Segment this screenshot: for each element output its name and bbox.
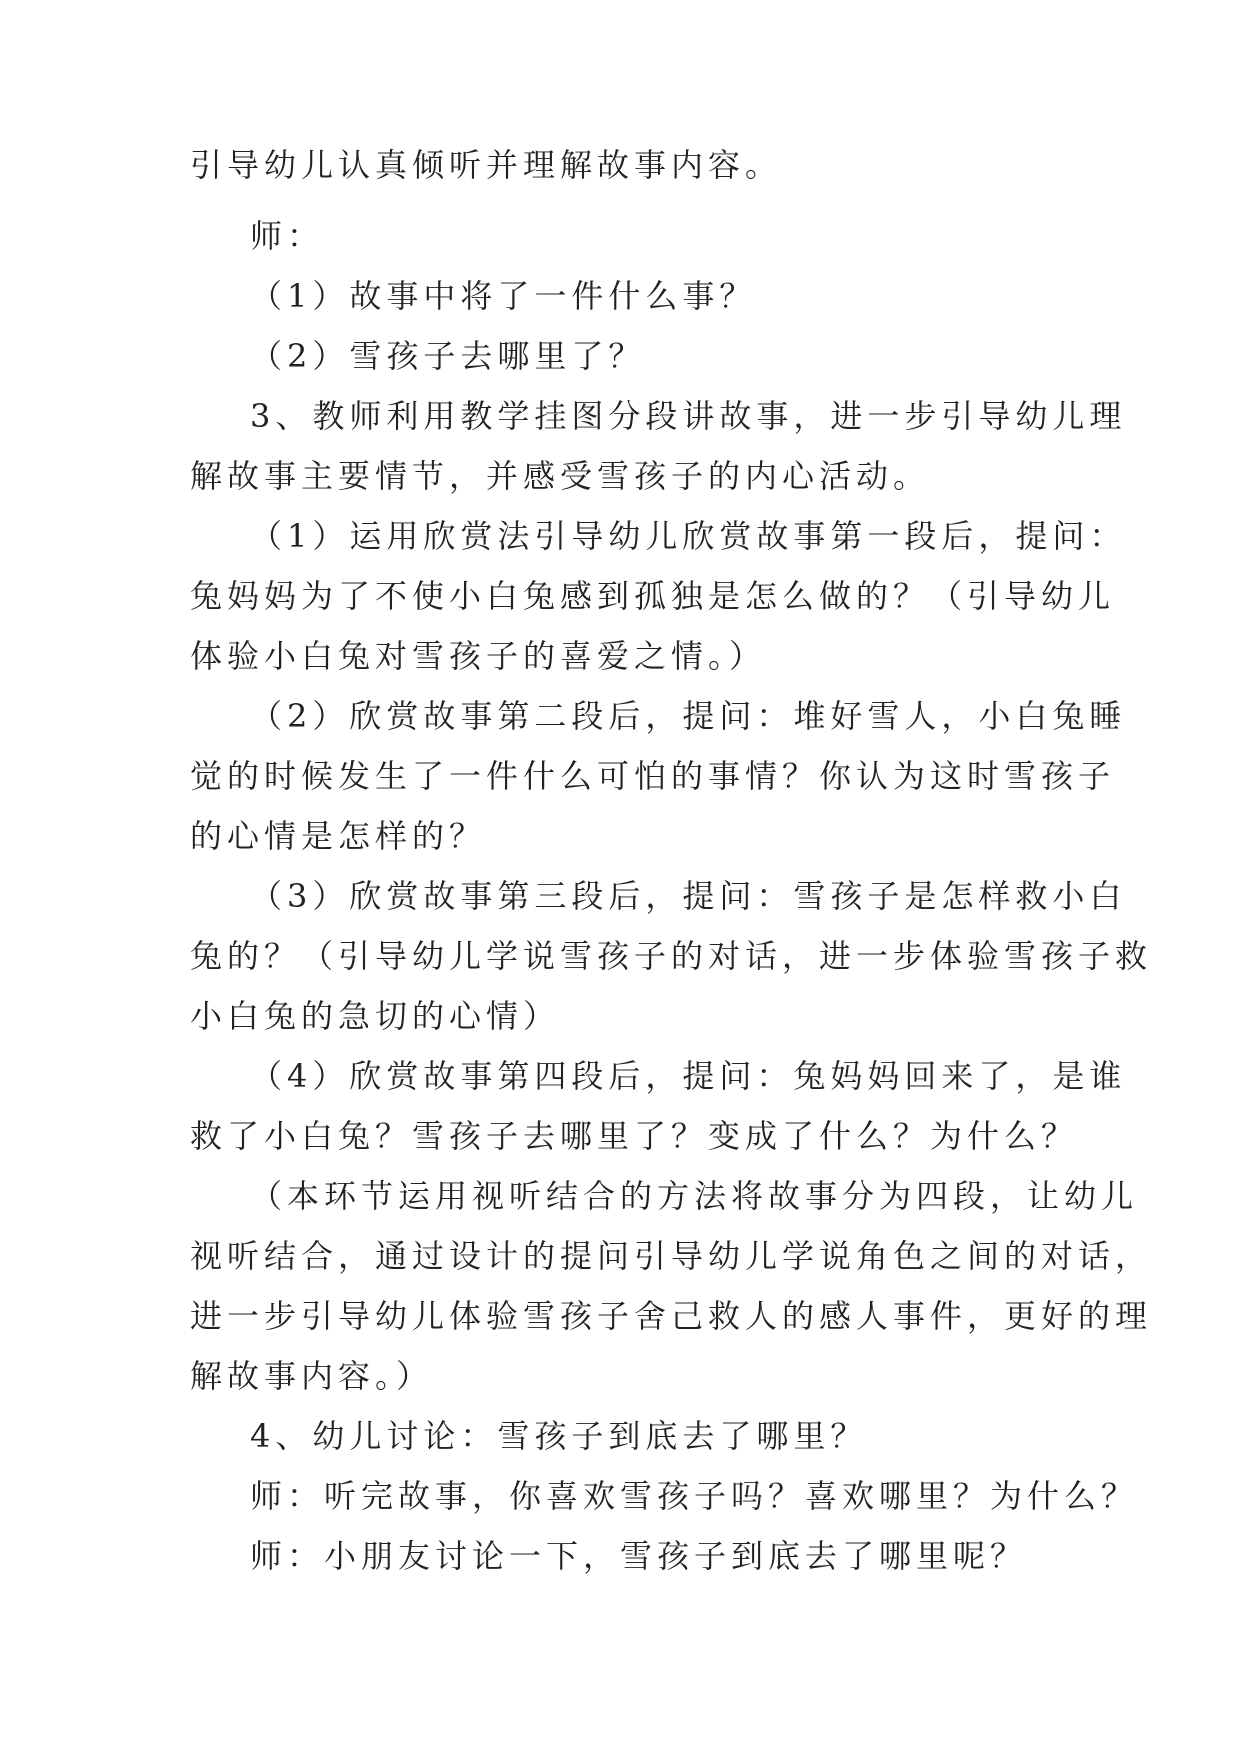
paragraph-line: 兔的？（引导幼儿学说雪孩子的对话，进一步体验雪孩子救 [190, 937, 1153, 975]
paragraph-line: 兔妈妈为了不使小白兔感到孤独是怎么做的？（引导幼儿 [190, 577, 1116, 615]
step-heading: 3、教师利用教学挂图分段讲故事，进一步引导幼儿理 [250, 397, 1127, 435]
note-line: 进一步引导幼儿体验雪孩子舍己救人的感人事件，更好的理 [190, 1297, 1153, 1335]
question-line: （3）欣赏故事第三段后，提问：雪孩子是怎样救小白 [250, 877, 1127, 915]
question-line: （1）故事中将了一件什么事？ [250, 277, 757, 315]
paragraph-line: 解故事主要情节，并感受雪孩子的内心活动。 [190, 457, 931, 495]
question-line: （4）欣赏故事第四段后，提问：兔妈妈回来了，是谁 [250, 1057, 1127, 1095]
step-heading: 4、幼儿讨论：雪孩子到底去了哪里？ [250, 1417, 868, 1455]
paragraph-line: 救了小白兔？雪孩子去哪里了？变成了什么？为什么？ [190, 1117, 1079, 1155]
teacher-line: 师：听完故事，你喜欢雪孩子吗？喜欢哪里？为什么？ [250, 1477, 1139, 1515]
question-line: （2）欣赏故事第二段后，提问：堆好雪人，小白兔睡 [250, 697, 1127, 735]
paragraph-line: 体验小白兔对雪孩子的喜爱之情。） [190, 637, 767, 675]
paragraph-line: 的心情是怎样的？ [190, 817, 487, 855]
teacher-line: 师：小朋友讨论一下，雪孩子到底去了哪里呢？ [250, 1537, 1028, 1575]
paragraph-line: 小白兔的急切的心情） [190, 997, 561, 1035]
paragraph-line: 引导幼儿认真倾听并理解故事内容。 [190, 146, 783, 184]
note-line: （本环节运用视听结合的方法将故事分为四段，让幼儿 [250, 1177, 1139, 1215]
paragraph-line: 觉的时候发生了一件什么可怕的事情？你认为这时雪孩子 [190, 757, 1116, 795]
paragraph-line: 师： [250, 217, 325, 255]
question-line: （2）雪孩子去哪里了？ [250, 337, 646, 375]
question-line: （1）运用欣赏法引导幼儿欣赏故事第一段后，提问： [250, 517, 1127, 555]
note-line: 视听结合，通过设计的提问引导幼儿学说角色之间的对话， [190, 1237, 1153, 1275]
note-line: 解故事内容。） [190, 1357, 434, 1395]
